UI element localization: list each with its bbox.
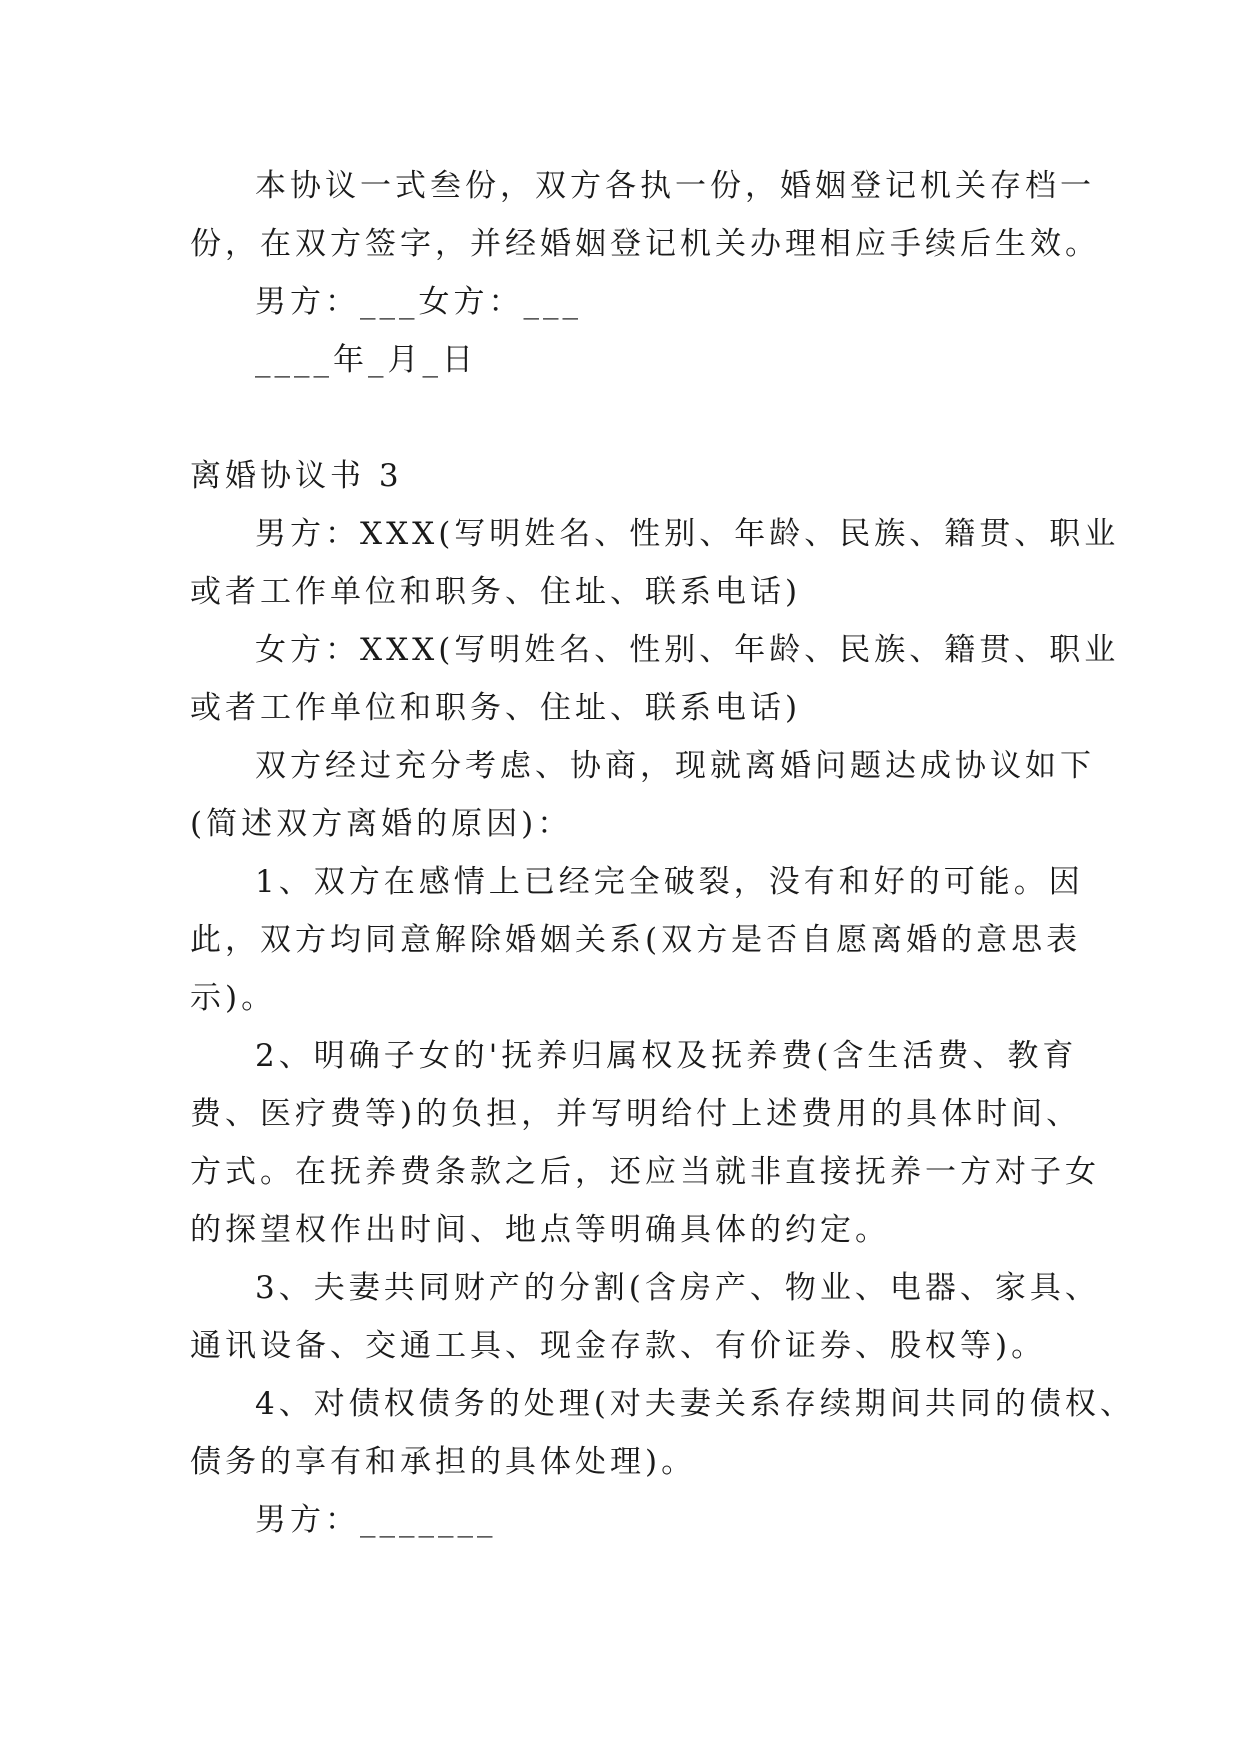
paragraph-line: 或者工作单位和职务、住址、联系电话): [190, 574, 802, 610]
paragraph-line: 2、明确子女的'抚养归属权及抚养费(含生活费、教育: [255, 1038, 1078, 1074]
paragraph-line: 费、医疗费等)的负担，并写明给付上述费用的具体时间、: [190, 1096, 1082, 1132]
paragraph-line: 通讯设备、交通工具、现金存款、有价证券、股权等)。: [190, 1328, 1047, 1364]
paragraph-line: 的探望权作出时间、地点等明确具体的约定。: [190, 1212, 890, 1248]
paragraph-line: 女方：XXX(写明姓名、性别、年龄、民族、籍贯、职业: [255, 632, 1120, 668]
section-title: 离婚协议书 3: [190, 458, 403, 494]
signature-line: 男方：_______: [255, 1502, 497, 1538]
signature-line: 男方：___女方：___: [255, 284, 582, 320]
paragraph-line: 方式。在抚养费条款之后，还应当就非直接抚养一方对子女: [190, 1154, 1100, 1190]
paragraph-line: 债务的享有和承担的具体处理)。: [190, 1444, 697, 1480]
paragraph-line: 3、夫妻共同财产的分割(含房产、物业、电器、家具、: [255, 1270, 1100, 1306]
date-line: ____年_月_日: [255, 342, 477, 378]
paragraph-line: 双方经过充分考虑、协商，现就离婚问题达成协议如下: [255, 748, 1095, 784]
paragraph-line: 男方：XXX(写明姓名、性别、年龄、民族、籍贯、职业: [255, 516, 1120, 552]
paragraph-line: 本协议一式叁份，双方各执一份，婚姻登记机关存档一: [255, 168, 1095, 204]
paragraph-line: 1、双方在感情上已经完全破裂，没有和好的可能。因: [255, 864, 1084, 900]
paragraph-line: 或者工作单位和职务、住址、联系电话): [190, 690, 802, 726]
paragraph-line: 份，在双方签字，并经婚姻登记机关办理相应手续后生效。: [190, 226, 1100, 262]
paragraph-line: 4、对债权债务的处理(对夫妻关系存续期间共同的债权、: [255, 1386, 1135, 1422]
paragraph-line: (简述双方离婚的原因)：: [190, 806, 573, 842]
paragraph-line: 示)。: [190, 980, 277, 1016]
paragraph-line: 此，双方均同意解除婚姻关系(双方是否自愿离婚的意思表: [190, 922, 1082, 958]
